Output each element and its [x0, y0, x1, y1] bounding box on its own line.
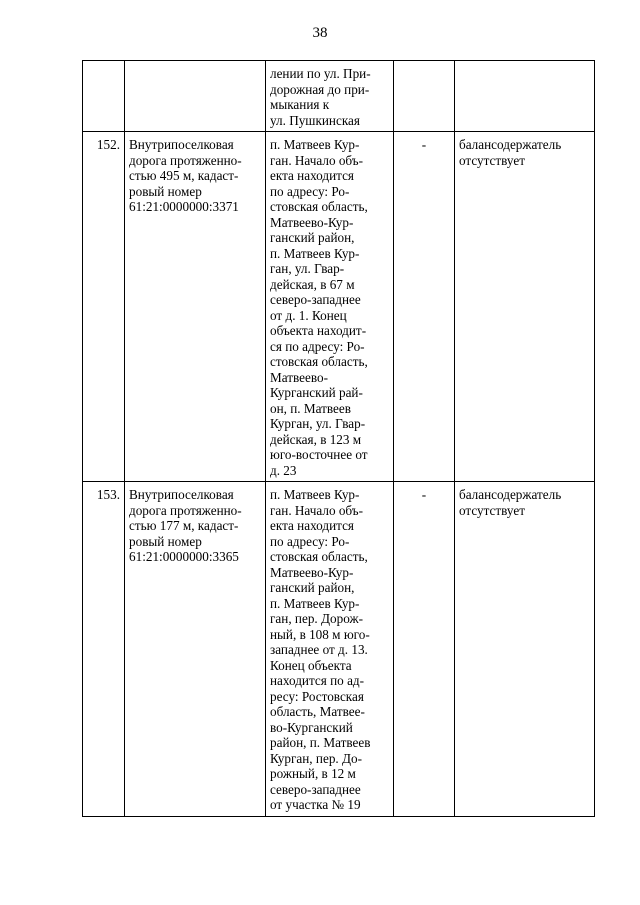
- table-row: [83, 482, 595, 817]
- holder-cell: балансодержатель отсутствует: [455, 132, 595, 482]
- object-location: п. Матвеев Кур- ган. Начало объ- екта находится по адресу: Ро- стовская область, Матвеево-Кур- ганский район, п. Матвеев Кур- ган, ул. Гвар- дейская, в 67 м северо-западнее от д. 1. Конец объекта находит- ся по адресу: Ро- стовская область, Матвеево- Курганский рай- он, п. Матвеев Курган, ул. Гвар- дейская, в 123 м юго-восточнее от д. 23: [266, 132, 394, 482]
- table-row: [83, 132, 595, 482]
- registry-table: [82, 60, 595, 817]
- dash-cell: -: [394, 482, 455, 817]
- object-name: Внутрипоселковая дорога протяженно- стью 495 м, кадаст- ровый номер 61:21:0000000:3371: [125, 132, 266, 482]
- holder-cell: [455, 61, 595, 132]
- holder-cell: балансодержатель отсутствует: [455, 482, 595, 817]
- object-name: [125, 61, 266, 132]
- row-number: [83, 61, 125, 132]
- table-row: [83, 61, 595, 132]
- dash-cell: [394, 61, 455, 132]
- row-number: 153.: [83, 482, 125, 817]
- object-location: п. Матвеев Кур- ган. Начало объ- екта находится по адресу: Ро- стовская область, Матвеево-Кур- ганский район, п. Матвеев Кур- ган, пер. Дорож- ный, в 108 м юго- западнее от д. 13. Конец объекта находится по ад- ресу: Ростовская область, Матвее- во-Курганский район, п. Матвеев Курган, пер. До- рожный, в 12 м северо-западнее от участка № 19: [266, 482, 394, 817]
- object-name: Внутрипоселковая дорога протяженно- стью 177 м, кадаст- ровый номер 61:21:0000000:3365: [125, 482, 266, 817]
- dash-cell: -: [394, 132, 455, 482]
- page-number: 38: [312, 25, 328, 41]
- row-number: 152.: [83, 132, 125, 482]
- object-location: лении по ул. При- дорожная до при- мыкания к ул. Пушкинская: [266, 61, 394, 132]
